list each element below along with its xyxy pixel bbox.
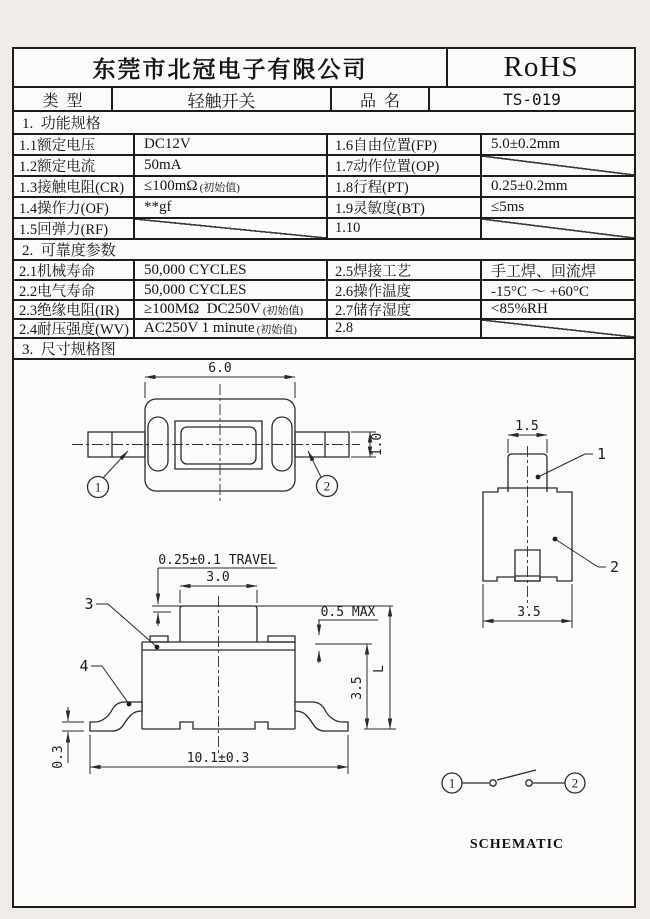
product-name-label: 品 名 [332, 88, 430, 110]
type-label: 类 型 [14, 88, 113, 110]
spec-label: 1.10 [328, 219, 482, 238]
callout-4: 4 [79, 657, 89, 675]
table-row [14, 177, 634, 198]
spec-value-note: (初始值) [256, 323, 297, 336]
button-top-outline [181, 427, 256, 464]
terminal-2-number: 2 [323, 478, 331, 494]
spec-value [135, 177, 328, 196]
spec-label: 1.7动作位置(OP) [328, 156, 482, 175]
schematic-pin-2-number: 2 [571, 775, 579, 791]
spec-label: 2.1机械寿命 [14, 261, 135, 279]
type-row [14, 88, 634, 112]
spec-label: 1.4操作力(OF) [14, 198, 135, 217]
side-view-drawing [483, 419, 619, 628]
company-name: 东莞市北冠电子有限公司 [14, 49, 448, 86]
spec-value: ≤5ms [491, 199, 525, 215]
schematic-drawing [442, 770, 585, 852]
spec-value [135, 301, 328, 318]
spec-label: 2.4耐压强度(WV) [14, 320, 135, 337]
spec-label: 1.9灵敏度(BT) [328, 198, 482, 217]
dim-body-height: 3.5 [350, 676, 365, 700]
spec-value-main: AC250V 1 minute [144, 320, 255, 336]
gullwing-lead-left [90, 702, 142, 731]
spec-value: -15°C ～ +60°C [491, 283, 589, 299]
callout-2: 2 [610, 558, 620, 576]
table-row [14, 135, 634, 156]
spec-label: 2.7储存湿度 [328, 301, 482, 318]
callout-1: 1 [597, 445, 607, 463]
contact-left [490, 780, 496, 786]
contact-right [526, 780, 532, 786]
table-row [14, 261, 634, 281]
spec-value: 0.25±0.2mm [491, 178, 568, 194]
dim-footprint: 10.1±0.3 [186, 751, 250, 766]
dimension-drawings [14, 358, 634, 904]
cover-tab-left [150, 636, 168, 642]
spec-value-empty [482, 320, 634, 337]
spec-value: DC12V [135, 135, 328, 154]
spec-value-note: (初始值) [262, 304, 304, 317]
top-view-drawing [72, 361, 385, 504]
table-row [14, 156, 634, 177]
product-name-value: TS-019 [503, 89, 561, 109]
dim-knob-width: 3.0 [206, 570, 230, 585]
spec-value: 5.0±0.2mm [491, 136, 561, 152]
spec-value: 50,000 CYCLES [135, 281, 328, 299]
spec-label: 2.6操作温度 [328, 281, 482, 299]
table-row [14, 301, 634, 320]
spec-value-empty [135, 219, 328, 238]
spec-value [135, 320, 328, 337]
table-row [14, 281, 634, 301]
spec-value: 50mA [135, 156, 328, 175]
spec-value: 手工焊、回流焊 [491, 263, 597, 279]
dim-knob-width: 1.5 [515, 419, 539, 434]
spec-value-note: (初始值) [199, 181, 240, 194]
spec-label: 1.8行程(PT) [328, 177, 482, 196]
type-value: 轻触开关 [113, 88, 332, 110]
table-row [14, 320, 634, 339]
dim-lead-thickness: 0.3 [51, 745, 66, 769]
dim-travel: 0.25±0.1 TRAVEL [158, 553, 276, 568]
section1-title: 1. 功能规格 [22, 116, 101, 132]
schematic-pin-1-number: 1 [448, 775, 456, 791]
schematic-label: SCHEMATIC [469, 837, 565, 852]
spec-label: 1.6自由位置(FP) [328, 135, 482, 154]
gullwing-lead-right [295, 702, 348, 731]
spec-label: 1.5回弹力(RF) [14, 219, 135, 238]
callout-3: 3 [84, 595, 94, 613]
section3-title: 3. 尺寸规格图 [22, 342, 116, 358]
spec-label: 1.2额定电流 [14, 156, 135, 175]
dim-lead-height: 1.0 [370, 432, 385, 457]
spec-label: 1.3接触电阻(CR) [14, 177, 135, 196]
dim-total-height: L [372, 665, 387, 673]
dim-cover-height: 0.5 MAX [320, 605, 376, 620]
section3-title-row [14, 339, 634, 360]
section2-title: 2. 可靠度参数 [22, 243, 116, 259]
spec-value-main: ≥100MΩ DC250V [144, 301, 261, 317]
table-row [14, 198, 634, 219]
terminal-1-number: 1 [94, 479, 102, 495]
spec-value-empty [482, 156, 634, 175]
spec-value-empty [482, 219, 634, 238]
rohs-mark: RoHS [503, 51, 579, 83]
section1-title-row [14, 112, 634, 135]
spec-label: 2.5焊接工艺 [328, 261, 482, 279]
section2-title-row [14, 240, 634, 261]
dim-body-width: 3.5 [517, 605, 541, 620]
header-row [14, 49, 634, 88]
cover-tab-right [268, 636, 295, 642]
spec-value-main: ≤100mΩ [144, 178, 198, 194]
spec-value: **gf [135, 198, 328, 217]
dim-body-width: 6.0 [208, 361, 232, 376]
spec-label: 2.3绝缘电阻(IR) [14, 301, 135, 318]
front-view-drawing [51, 553, 396, 774]
spec-label: 1.1额定电压 [14, 135, 135, 154]
spec-value: 50,000 CYCLES [135, 261, 328, 279]
switch-blade [497, 770, 536, 780]
spec-label: 2.8 [328, 320, 482, 337]
table-row [14, 219, 634, 240]
spec-label: 2.2电气寿命 [14, 281, 135, 299]
spec-value: <85%RH [491, 301, 548, 317]
